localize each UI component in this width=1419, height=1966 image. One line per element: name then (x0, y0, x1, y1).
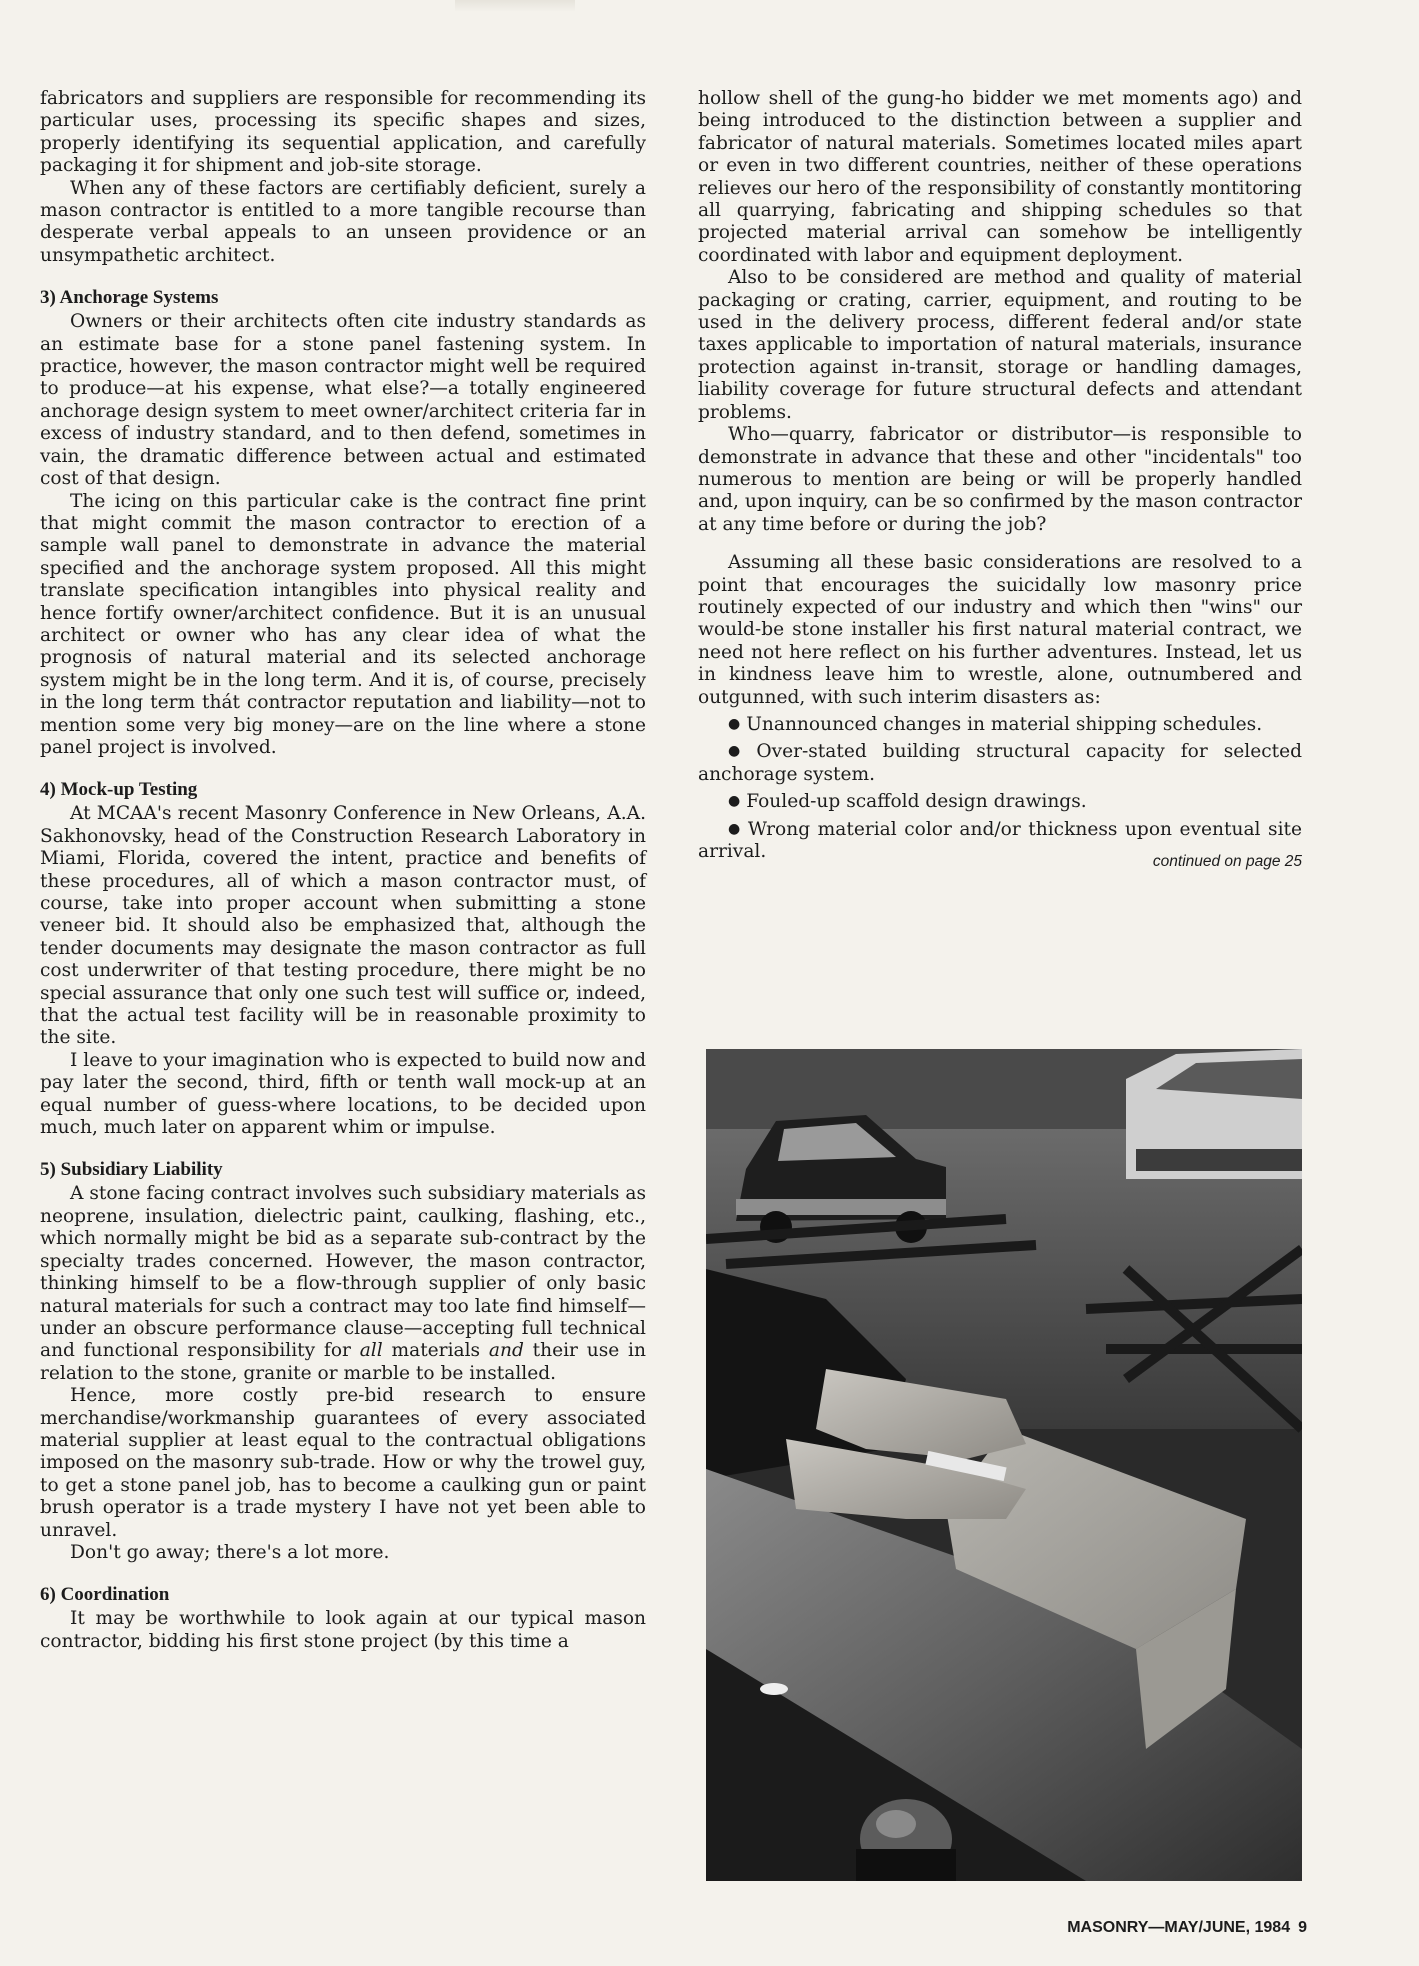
section-heading-mockup: 4) Mock-up Testing (40, 779, 198, 801)
continued-note: continued on page 25 (1152, 853, 1302, 871)
subsidiary-paragraph-2: Hence, more costly pre-bid research to ensure merchandise/workmanship guarantees of every associated material supplier at least equal to the contractual obligations imposed on the masonry sub-trade. How or why the trowel guy, to get a stone panel job, has to become a caulking gun or paint brush operator is a trade mystery I have not yet been able to unravel. (40, 1385, 646, 1541)
section-heading-coordination: 6) Coordination (40, 1584, 170, 1606)
left-paragraph-1: fabricators and suppliers are responsible for recommending its particular uses, processing its specific shapes and sizes, properly identifying its sequential application, and carefully packaging it for shipment and job-site storage. (40, 88, 646, 177)
section-heading-subsidiary: 5) Subsidiary Liability (40, 1159, 223, 1181)
left-column (40, 88, 646, 1653)
publication-line: MASONRY—MAY/JUNE, 1984 (1067, 1919, 1291, 1936)
mockup-paragraph-1: At MCAA's recent Masonry Conference in New Orleans, A.A. Sakhonovsky, head of the Construction Research Laboratory in Miami, Florida, covered the intent, practice and benefits of these procedures, all of which a mason contractor must, of course, take into proper account when submitting a stone veneer bid. It should also be emphasized that, although the tender documents may designate the mason contractor as full cost underwriter of that testing procedure, there might be no special assurance that only one such test will suffice or, indeed, that the actual test facility will be in reasonable proximity to the site. (40, 803, 646, 1049)
mockup-paragraph-2: I leave to your imagination who is expected to build now and pay later the second, third, fifth or tenth wall mock-up at an equal number of guess-where locations, to be decided upon much, much later on apparent whim or impulse. (40, 1049, 646, 1139)
coordination-paragraph-1: It may be worthwhile to look again at our typical mason contractor, bidding his first stone project (by this time a (40, 1608, 646, 1652)
bullet-dot: ● (728, 715, 741, 732)
bolt-hole (760, 1683, 788, 1695)
subsidiary-paragraph-3: Don't go away; there's a lot more. (70, 1541, 390, 1563)
bullet-dot: ● (728, 793, 741, 810)
emphasis-all: all (359, 1340, 383, 1362)
right-column (698, 88, 1302, 874)
anchorage-paragraph-1: Owners or their architects often cite industry standards as an estimate base for a stone panel fastening system. In practice, however, the mason contractor might well be required to produce—at his expense, what else?—a totally engineered anchorage design system to meet owner/architect criteria far in excess of industry standard, and to then defend, sometimes in vain, the dramatic difference between actual and estimated cost of that design. (40, 311, 646, 490)
bullet-dot: ● (728, 743, 751, 760)
right-paragraph-1: hollow shell of the gung-ho bidder we met moments ago) and being introduced to the distinction between a supplier and fabricator of natural materials. Sometimes located miles apart or even in two different countries, neither of these operations relieves our hero of the responsibility of constantly montitoring all quarrying, fabricating and shipping schedules so that projected material arrival can somehow be intelligently coordinated with labor and equipment deployment. (698, 88, 1302, 266)
subsidiary-text-c: their use in relation to the stone, granite or marble to be installed. (40, 1340, 646, 1384)
section-heading-anchorage: 3) Anchorage Systems (40, 287, 219, 309)
bullet-item: ● Over-stated building structural capacity for selected anchorage system. (698, 741, 1303, 785)
anchorage-paragraph-2: The icing on this particular cake is the contract fine print that might commit the mason contractor to erection of a sample wall panel to demonstrate in advance the material specified and the anchorage system proposed. All this might translate specification intangibles into physical reality and hence fortify owner/architect confidence. But it is an unusual architect or owner who has any clear idea of what the prognosis of natural material and its selected anchorage system might be in the long term. And it is, of course, precisely in the long term thát contractor reputation and liability—not to mention some very big money—are on the line where a stone panel project is involved. (40, 490, 646, 758)
bullet-item: ● Unannounced changes in material shipping schedules. (728, 713, 1263, 735)
car-right-icon (1126, 1049, 1302, 1179)
page-number: 9 (1298, 1919, 1307, 1936)
left-paragraph-2: When any of these factors are certifiably deficient, surely a mason contractor is entitled to a more tangible recourse than desperate verbal appeals to an unseen providence or an unsympathetic architect. (40, 177, 646, 266)
photo-stone-panel-inspection (706, 1049, 1302, 1881)
page-top-smudge (455, 0, 575, 12)
page-footer (997, 1919, 1307, 1937)
subsidiary-paragraph-1 (40, 1183, 646, 1385)
bullet-item: ● Fouled-up scaffold design drawings. (728, 791, 1087, 813)
bullet-item: ● Wrong material color and/or thickness upon eventual site arrival. (698, 818, 1303, 862)
photo-illustration (706, 1049, 1302, 1881)
emphasis-and: and (488, 1340, 524, 1362)
bullet-dot: ● (728, 820, 742, 837)
subsidiary-text-a: A stone facing contract involves such subsidiary materials as neoprene, insulation, dielectric paint, caulking, flashing, etc., which normally might be bid as a separate sub-contract by the specialty trades concerned. However, the mason contractor, thinking himself to be a flow-through supplier of only basic natural materials for such a contract may too late find himself—under an obscure performance clause—accepting full technical and functional responsibility for (40, 1183, 647, 1362)
right-paragraph-3: Who—quarry, fabricator or distributor—is responsible to demonstrate in advance that these and other "incidentals" too numerous to mention are being or will be properly handled and, upon inquiry, can be so confirmed by the mason contractor at any time before or during the job? (698, 424, 1302, 535)
right-paragraph-4: Assuming all these basic considerations are resolved to a point that encourages the suicidally low masonry price routinely expected of our industry and which then "wins" our would-be stone installer his first natural material contract, we need not here reflect on his further adventures. Instead, let us in kindness leave him to wrestle, alone, outnumbered and outgunned, with such interim disasters as: (698, 552, 1302, 708)
right-paragraph-2: Also to be considered are method and quality of material packaging or crating, carrier, equipment, and routing to be used in the delivery process, different federal and/or state taxes applicable to importation of natural materials, insurance protection against in-transit, storage or handling damages, liability coverage for future structural defects and attendant problems. (698, 267, 1302, 423)
subsidiary-text-b: materials (382, 1340, 489, 1362)
